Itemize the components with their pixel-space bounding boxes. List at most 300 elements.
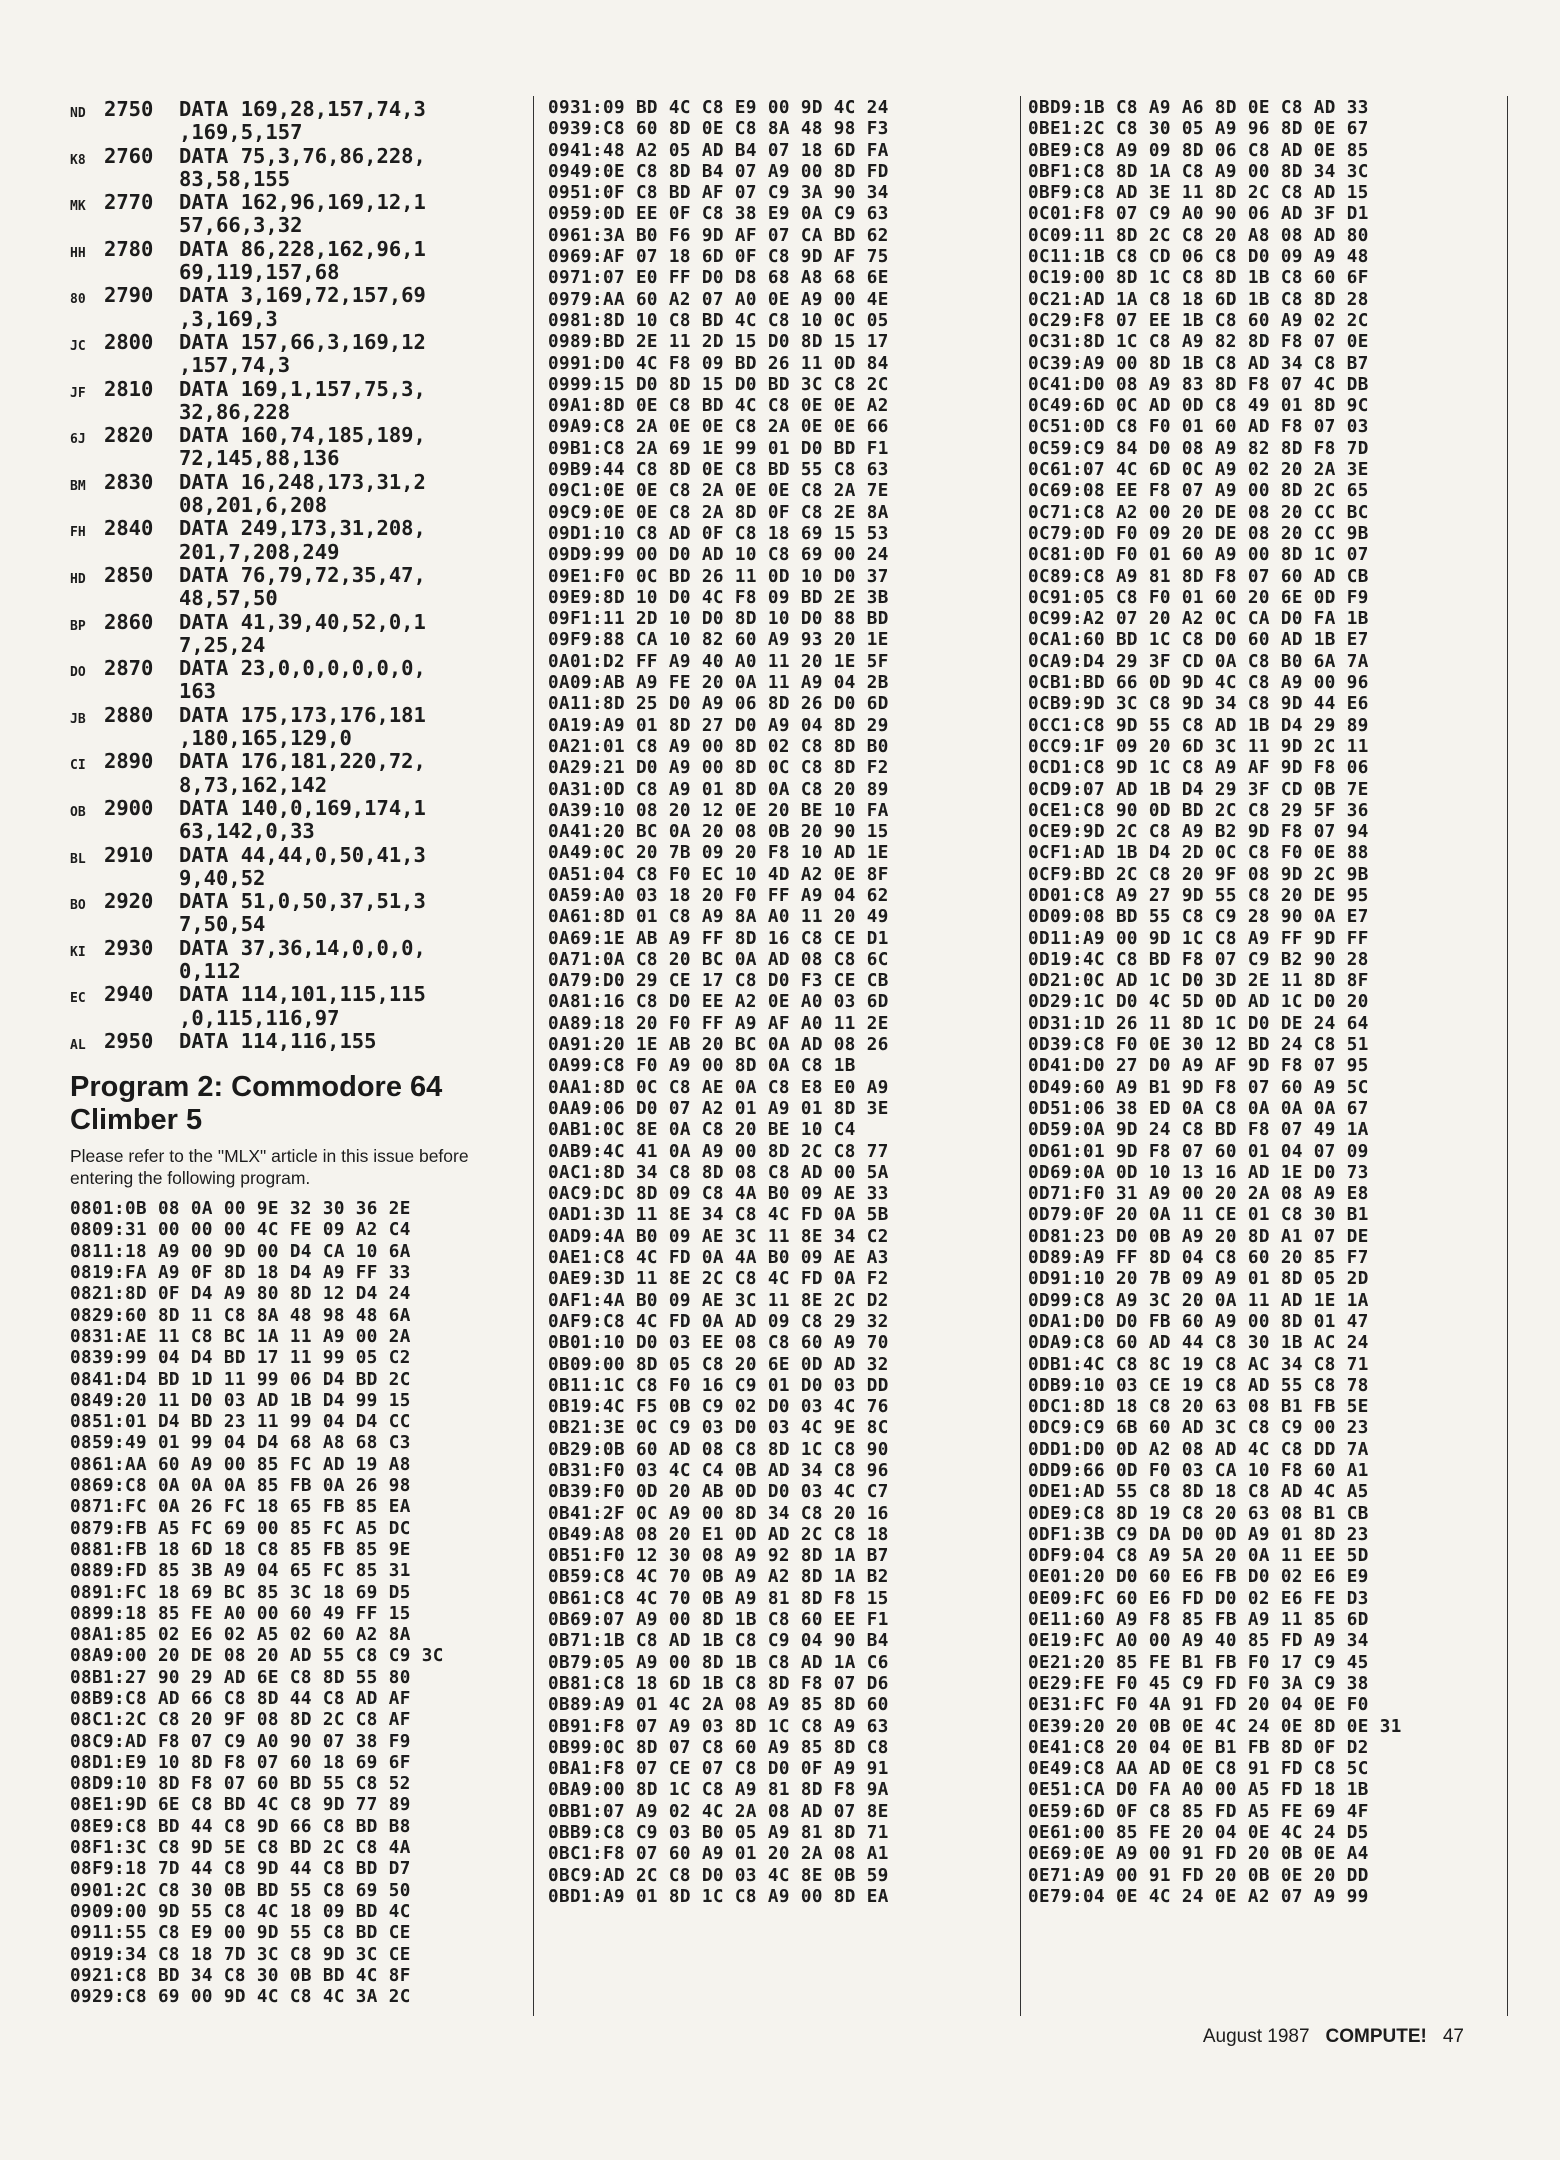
- mlx-line: 0C91:05 C8 F0 01 60 20 6E 0D F9: [1028, 587, 1369, 608]
- mlx-line: 0B31:F0 03 4C C4 0B AD 34 C8 96: [548, 1461, 889, 1481]
- mlx-line: 0C29:F8 07 EE 1B C8 60 A9 02 2C: [1028, 310, 1369, 331]
- line-number: 2790: [104, 283, 154, 308]
- line-number: 2800: [104, 329, 154, 354]
- mlx-line: 09F9:88 CA 10 82 60 A9 93 20 1E: [548, 630, 889, 651]
- mlx-line: 0B29:0B 60 AD 08 C8 8D 1C C8 90: [548, 1439, 889, 1460]
- mlx-line: 0B91:F8 07 A9 03 8D 1C C8 A9 63: [548, 1716, 889, 1737]
- statement: DATA 86,228,162,96,1 69,119,157,68: [179, 236, 426, 285]
- checksum: K8: [70, 152, 86, 168]
- statement: DATA 157,66,3,169,12 ,157,74,3: [179, 329, 426, 378]
- mlx-line: 0AC1:8D 34 C8 8D 08 C8 AD 00 5A: [548, 1162, 889, 1183]
- mlx-line: 0E01:20 D0 60 E6 FB D0 02 E6 E9: [1028, 1567, 1369, 1588]
- mlx-line: 0801:0B 08 0A 00 9E 32 30 36 2E: [70, 1199, 411, 1220]
- column-1: [70, 98, 525, 2008]
- statement: DATA 140,0,169,174,1 63,142,0,33: [179, 795, 426, 844]
- mlx-line: 0B99:0C 8D 07 C8 60 A9 85 8D C8: [548, 1737, 889, 1758]
- basic-listing: [70, 98, 525, 1057]
- mlx-line: 0B21:3E 0C C9 03 D0 03 4C 9E 8C: [548, 1418, 889, 1439]
- statement: DATA 169,1,157,75,3, 32,86,228: [179, 376, 426, 424]
- mlx-line: 0B39:F0 0D 20 AB 0D D0 03 4C C7: [548, 1482, 889, 1503]
- mlx-line: 0A99:C8 F0 A9 00 8D 0A C8 1B: [548, 1056, 856, 1077]
- basic-line: [70, 517, 525, 564]
- mlx-line: 0A89:18 20 F0 FF A9 AF A0 11 2E: [548, 1013, 889, 1034]
- mlx-line: 09E9:8D 10 D0 4C F8 09 BD 2E 3B: [548, 587, 889, 608]
- statement: DATA 16,248,173,31,2 08,201,6,208: [179, 469, 426, 518]
- line-number: 2810: [104, 376, 154, 401]
- basic-line: [70, 424, 525, 471]
- mlx-line: 0CA9:D4 29 3F CD 0A C8 B0 6A 7A: [1028, 651, 1369, 672]
- mlx-line: 0A51:04 C8 F0 EC 10 4D A2 0E 8F: [548, 864, 889, 885]
- mlx-line: 0B19:4C F5 0B C9 02 D0 03 4C 76: [548, 1397, 889, 1418]
- mlx-line: 0899:18 85 FE A0 00 60 49 FF 15: [70, 1603, 411, 1624]
- line-number: 2940: [104, 982, 154, 1007]
- mlx-line: 0819:FA A9 0F 8D 18 D4 A9 FF 33: [70, 1263, 411, 1284]
- mlx-line: 0A29:21 D0 A9 00 8D 0C C8 8D F2: [548, 758, 889, 779]
- mlx-line: 08C9:AD F8 07 C9 A0 90 07 38 F9: [70, 1731, 411, 1752]
- mlx-line: 0A19:A9 01 8D 27 D0 A9 04 8D 29: [548, 715, 889, 736]
- mlx-line: 0B81:C8 18 6D 1B C8 8D F8 07 D6: [548, 1673, 889, 1694]
- mlx-line: 09B9:44 C8 8D 0E C8 BD 55 C8 63: [548, 460, 889, 481]
- mlx-line: 0829:60 8D 11 C8 8A 48 98 48 6A: [70, 1305, 411, 1326]
- mlx-line: 0E39:20 20 0B 0E 4C 24 0E 8D 0E 31: [1028, 1716, 1402, 1737]
- mlx-line: 0BD1:A9 01 8D 1C C8 A9 00 8D EA: [548, 1886, 889, 1907]
- mlx-line: 0C41:D0 08 A9 83 8D F8 07 4C DB: [1028, 374, 1369, 395]
- mlx-line: 0B69:07 A9 00 8D 1B C8 60 EE F1: [548, 1610, 889, 1631]
- statement: DATA 160,74,185,189, 72,145,88,136: [179, 423, 426, 471]
- basic-line: [70, 797, 525, 844]
- mlx-line: 0CE9:9D 2C C8 A9 B2 9D F8 07 94: [1028, 822, 1369, 843]
- line-number: 2950: [104, 1028, 154, 1053]
- checksum: 6J: [70, 432, 86, 448]
- mlx-line: 0BA1:F8 07 CE 07 C8 D0 0F A9 91: [548, 1759, 889, 1780]
- line-number: 2930: [104, 935, 154, 960]
- line-number: 2860: [104, 609, 154, 634]
- mlx-line: 0C19:00 8D 1C C8 8D 1B C8 60 6F: [1028, 268, 1369, 289]
- mlx-line: 0911:55 C8 E9 00 9D 55 C8 BD CE: [70, 1923, 411, 1944]
- checksum: JF: [70, 385, 86, 401]
- mlx-line: 0A79:D0 29 CE 17 C8 D0 F3 CE CB: [548, 971, 889, 992]
- mlx-line: 0821:8D 0F D4 A9 80 8D 12 D4 24: [70, 1284, 411, 1305]
- basic-line: [70, 471, 525, 518]
- mlx-line: 0BA9:00 8D 1C C8 A9 81 8D F8 9A: [548, 1780, 889, 1801]
- line-number: 2880: [104, 702, 154, 727]
- basic-line: [70, 657, 525, 704]
- mlx-line: 08B9:C8 AD 66 C8 8D 44 C8 AD AF: [70, 1689, 411, 1709]
- mlx-line: 0C21:AD 1A C8 18 6D 1B C8 8D 28: [1028, 289, 1369, 310]
- mlx-line: 0E21:20 85 FE B1 FB F0 17 C9 45: [1028, 1652, 1369, 1673]
- mlx-line: 0AD9:4A B0 09 AE 3C 11 8E 34 C2: [548, 1226, 889, 1247]
- mlx-line: 0871:FC 0A 26 FC 18 65 FB 85 EA: [70, 1497, 411, 1518]
- mlx-line: 0D09:08 BD 55 C8 C9 28 90 0A E7: [1028, 907, 1369, 928]
- mlx-line: 0DE9:C8 8D 19 C8 20 63 08 B1 CB: [1028, 1503, 1369, 1524]
- line-number: 2780: [104, 236, 154, 261]
- issue-date: August 1987: [1202, 2026, 1310, 2047]
- column-2: [548, 98, 1014, 1908]
- mlx-line: 0A49:0C 20 7B 09 20 F8 10 AD 1E: [548, 843, 889, 864]
- mlx-line: 0CD9:07 AD 1B D4 29 3F CD 0B 7E: [1028, 779, 1369, 800]
- mlx-line: 0A11:8D 25 D0 A9 06 8D 26 D0 6D: [548, 694, 889, 715]
- mlx-line: 0D39:C8 F0 0E 30 12 BD 24 C8 51: [1028, 1035, 1369, 1056]
- basic-line: [70, 937, 525, 984]
- mlx-line: 09A1:8D 0E C8 BD 4C C8 0E 0E A2: [548, 396, 889, 417]
- mlx-line: 0D79:0F 20 0A 11 CE 01 C8 30 B1: [1028, 1205, 1369, 1226]
- mlx-line: 0999:15 D0 8D 15 D0 BD 3C C8 2C: [548, 374, 889, 395]
- mlx-line: 0BC1:F8 07 60 A9 01 20 2A 08 A1: [548, 1844, 889, 1865]
- mlx-line: 0AF1:4A B0 09 AE 3C 11 8E 2C D2: [548, 1290, 889, 1311]
- statement: DATA 76,79,72,35,47, 48,57,50: [179, 562, 426, 611]
- mlx-line: 0B61:C8 4C 70 0B A9 81 8D F8 15: [548, 1588, 889, 1609]
- mlx-line: 0BE1:2C C8 30 05 A9 96 8D 0E 67: [1028, 119, 1369, 140]
- mlx-line: 0979:AA 60 A2 07 A0 0E A9 00 4E: [548, 289, 889, 310]
- mlx-line: 0A59:A0 03 18 20 F0 FF A9 04 62: [548, 885, 889, 906]
- mlx-line: 08B1:27 90 29 AD 6E C8 8D 55 80: [70, 1667, 411, 1688]
- mlx-line: 08D9:10 8D F8 07 60 BD 55 C8 52: [70, 1774, 411, 1795]
- mlx-line: 0D21:0C AD 1C D0 3D 2E 11 8D 8F: [1028, 971, 1369, 992]
- column-rule-1: [533, 96, 534, 2016]
- statement: DATA 162,96,169,12,1 57,66,3,32: [179, 190, 426, 238]
- mlx-line: 0E31:FC F0 4A 91 FD 20 04 0E F0: [1028, 1695, 1369, 1716]
- mlx-line: 0C99:A2 07 20 A2 0C CA D0 FA 1B: [1028, 609, 1369, 630]
- mlx-line: 0D29:1C D0 4C 5D 0D AD 1C D0 20: [1028, 992, 1369, 1013]
- mlx-line: 0D41:D0 27 D0 A9 AF 9D F8 07 95: [1028, 1056, 1369, 1077]
- statement: DATA 44,44,0,50,41,3 9,40,52: [179, 842, 426, 890]
- mlx-line: 0B49:A8 08 20 E1 0D AD 2C C8 18: [548, 1524, 889, 1545]
- mlx-line: 0D81:23 D0 0B A9 20 8D A1 07 DE: [1028, 1226, 1369, 1247]
- page-footer: [1203, 2026, 1464, 2048]
- basic-line: [70, 238, 525, 285]
- mlx-line: 08D1:E9 10 8D F8 07 60 18 69 6F: [70, 1752, 411, 1773]
- mlx-line: 0DD9:66 0D F0 03 CA 10 F8 60 A1: [1028, 1461, 1369, 1481]
- column-rule-2: [1020, 96, 1021, 2016]
- mlx-line: 0AE9:3D 11 8E 2C C8 4C FD 0A F2: [548, 1269, 889, 1290]
- checksum: HD: [70, 571, 86, 587]
- mlx-line: 09D1:10 C8 AD 0F C8 18 69 15 53: [548, 523, 889, 544]
- mlx-line: 0D49:60 A9 B1 9D F8 07 60 A9 5C: [1028, 1077, 1369, 1098]
- mlx-line: 0CF1:AD 1B D4 2D 0C C8 F0 0E 88: [1028, 843, 1369, 864]
- mlx-line: 0E09:FC 60 E6 FD D0 02 E6 FE D3: [1028, 1588, 1369, 1609]
- mlx-line: 0831:AE 11 C8 BC 1A 11 A9 00 2A: [70, 1326, 411, 1347]
- basic-line: [70, 983, 525, 1030]
- statement: DATA 3,169,72,157,69 ,3,169,3: [179, 283, 426, 331]
- statement: DATA 23,0,0,0,0,0,0, 163: [179, 656, 426, 704]
- line-number: 2750: [104, 97, 154, 121]
- mlx-line: 0841:D4 BD 1D 11 99 06 D4 BD 2C: [70, 1369, 411, 1390]
- mlx-line: 0DC9:C9 6B 60 AD 3C C8 C9 00 23: [1028, 1418, 1369, 1439]
- page-number: 47: [1442, 2026, 1464, 2047]
- mlx-line: 0A09:AB A9 FE 20 0A 11 A9 04 2B: [548, 673, 889, 694]
- line-number: 2900: [104, 795, 154, 820]
- mlx-line: 0CC9:1F 09 20 6D 3C 11 9D 2C 11: [1028, 736, 1369, 757]
- mlx-line: 0961:3A B0 F6 9D AF 07 CA BD 62: [548, 225, 889, 246]
- mlx-line: 0CC1:C8 9D 55 C8 AD 1B D4 29 89: [1028, 715, 1369, 736]
- mlx-line: 0A81:16 C8 D0 EE A2 0E A0 03 6D: [548, 992, 889, 1013]
- checksum: AL: [70, 1037, 86, 1053]
- mlx-line: 0839:99 04 D4 BD 17 11 99 05 C2: [70, 1348, 411, 1369]
- mlx-line: 0C09:11 8D 2C C8 20 A8 08 AD 80: [1028, 225, 1369, 246]
- mlx-listing-col1: [70, 1199, 525, 2008]
- mlx-line: 09B1:C8 2A 69 1E 99 01 D0 BD F1: [548, 438, 889, 459]
- line-number: 2840: [104, 516, 154, 541]
- magazine-name: COMPUTE!: [1325, 2026, 1427, 2047]
- column-3: [1028, 98, 1496, 1908]
- mlx-line: 0A91:20 1E AB 20 BC 0A AD 08 26: [548, 1035, 889, 1056]
- mlx-line: 09E1:F0 0C BD 26 11 0D 10 D0 37: [548, 566, 889, 587]
- mlx-line: 0959:0D EE 0F C8 38 E9 0A C9 63: [548, 204, 889, 225]
- mlx-line: 0C79:0D F0 09 20 DE 08 20 CC 9B: [1028, 523, 1369, 544]
- mlx-line: 08A9:00 20 DE 08 20 AD 55 C8 C9 3C: [70, 1646, 444, 1667]
- mlx-line: 0E69:0E A9 00 91 FD 20 0B 0E A4: [1028, 1844, 1369, 1865]
- basic-line: [70, 750, 525, 797]
- checksum: BP: [70, 618, 86, 634]
- checksum: JB: [70, 711, 86, 727]
- mlx-line: 0DB9:10 03 CE 19 C8 AD 55 C8 78: [1028, 1375, 1369, 1396]
- mlx-line: 0C61:07 4C 6D 0C A9 02 20 2A 3E: [1028, 460, 1369, 481]
- mlx-line: 0D11:A9 00 9D 1C C8 A9 FF 9D FF: [1028, 928, 1369, 949]
- mlx-line: 0D71:F0 31 A9 00 20 2A 08 A9 E8: [1028, 1184, 1369, 1205]
- basic-line: [70, 98, 525, 145]
- mlx-line: 0901:2C C8 30 0B BD 55 C8 69 50: [70, 1880, 411, 1901]
- mlx-line: 0C31:8D 1C C8 A9 82 8D F8 07 0E: [1028, 332, 1369, 353]
- mlx-line: 0E29:FE F0 45 C9 FD F0 3A C9 38: [1028, 1673, 1369, 1694]
- mlx-line: 0891:FC 18 69 BC 85 3C 18 69 D5: [70, 1582, 411, 1603]
- mlx-line: 09C1:0E 0E C8 2A 0E 0E C8 2A 7E: [548, 481, 889, 502]
- mlx-line: 0AA1:8D 0C C8 AE 0A C8 E8 E0 A9: [548, 1077, 889, 1098]
- mlx-line: 0861:AA 60 A9 00 85 FC AD 19 A8: [70, 1454, 411, 1475]
- mlx-line: 0DA1:D0 D0 FB 60 A9 00 8D 01 47: [1028, 1311, 1369, 1332]
- mlx-line: 0921:C8 BD 34 C8 30 0B BD 4C 8F: [70, 1965, 411, 1986]
- mlx-line: 0E51:CA D0 FA A0 00 A5 FD 18 1B: [1028, 1780, 1369, 1801]
- mlx-line: 0AD1:3D 11 8E 34 C8 4C FD 0A 5B: [548, 1205, 889, 1226]
- mlx-line: 0939:C8 60 8D 0E C8 8A 48 98 F3: [548, 119, 889, 140]
- mlx-line: 0DA9:C8 60 AD 44 C8 30 1B AC 24: [1028, 1333, 1369, 1354]
- mlx-line: 0851:01 D4 BD 23 11 99 04 D4 CC: [70, 1412, 411, 1433]
- mlx-line: 0C11:1B C8 CD 06 C8 D0 09 A9 48: [1028, 247, 1369, 268]
- mlx-line: 0D31:1D 26 11 8D 1C D0 DE 24 64: [1028, 1013, 1369, 1034]
- statement: DATA 37,36,14,0,0,0, 0,112: [179, 935, 426, 983]
- mlx-line: 0881:FB 18 6D 18 C8 85 FB 85 9E: [70, 1539, 411, 1560]
- mlx-line: 08F1:3C C8 9D 5E C8 BD 2C C8 4A: [70, 1838, 411, 1859]
- checksum: CI: [70, 758, 86, 774]
- mlx-line: 0B01:10 D0 03 EE 08 C8 60 A9 70: [548, 1333, 889, 1354]
- mlx-line: 0D89:A9 FF 8D 04 C8 60 20 85 F7: [1028, 1248, 1369, 1269]
- mlx-line: 0E11:60 A9 F8 85 FB A9 11 85 6D: [1028, 1610, 1369, 1631]
- mlx-line: 0C89:C8 A9 81 8D F8 07 60 AD CB: [1028, 566, 1369, 587]
- mlx-line: 0CB9:9D 3C C8 9D 34 C8 9D 44 E6: [1028, 694, 1369, 715]
- mlx-line: 0879:FB A5 FC 69 00 85 FC A5 DC: [70, 1518, 411, 1539]
- mlx-line: 0D51:06 38 ED 0A C8 0A 0A 0A 67: [1028, 1098, 1369, 1119]
- basic-line: [70, 331, 525, 378]
- mlx-line: 0DC1:8D 18 C8 20 63 08 B1 FB 5E: [1028, 1397, 1369, 1418]
- line-number: 2870: [104, 656, 154, 681]
- mlx-line: 0BF9:C8 AD 3E 11 8D 2C C8 AD 15: [1028, 183, 1369, 204]
- mlx-line: 0B51:F0 12 30 08 A9 92 8D 1A B7: [548, 1546, 889, 1567]
- mlx-line: 08E9:C8 BD 44 C8 9D 66 C8 BD B8: [70, 1816, 411, 1837]
- mlx-line: 0DF9:04 C8 A9 5A 20 0A 11 EE 5D: [1028, 1546, 1369, 1567]
- mlx-line: 0909:00 9D 55 C8 4C 18 09 BD 4C: [70, 1901, 411, 1922]
- mlx-line: 0C71:C8 A2 00 20 DE 08 20 CC BC: [1028, 502, 1369, 523]
- checksum: MK: [70, 199, 86, 215]
- mlx-line: 0C69:08 EE F8 07 A9 00 8D 2C 65: [1028, 481, 1369, 502]
- mlx-line: 0D61:01 9D F8 07 60 01 04 07 09: [1028, 1141, 1369, 1162]
- mlx-line: 0C51:0D C8 F0 01 60 AD F8 07 03: [1028, 417, 1369, 438]
- line-number: 2830: [104, 469, 154, 494]
- mlx-line: 0AC9:DC 8D 09 C8 4A B0 09 AE 33: [548, 1184, 889, 1205]
- mlx-line: 08C1:2C C8 20 9F 08 8D 2C C8 AF: [70, 1710, 411, 1731]
- mlx-line: 0AE1:C8 4C FD 0A 4A B0 09 AE A3: [548, 1248, 889, 1269]
- program-note: Please refer to the "MLX" article in this issue before entering the following program.: [70, 1146, 469, 1189]
- statement: DATA 249,173,31,208, 201,7,208,249: [179, 516, 426, 564]
- mlx-line: 0811:18 A9 00 9D 00 D4 CA 10 6A: [70, 1241, 411, 1262]
- checksum: KI: [70, 944, 86, 960]
- basic-line: [70, 890, 525, 937]
- mlx-line: 0869:C8 0A 0A 0A 85 FB 0A 26 98: [70, 1476, 411, 1497]
- mlx-line: 0949:0E C8 8D B4 07 A9 00 8D FD: [548, 161, 889, 182]
- statement: DATA 114,101,115,115 ,0,115,116,97: [179, 982, 426, 1030]
- mlx-line: 0D19:4C C8 BD F8 07 C9 B2 90 28: [1028, 949, 1369, 970]
- mlx-line: 0A01:D2 FF A9 40 A0 11 20 1E 5F: [548, 651, 889, 672]
- mlx-line: 0A21:01 C8 A9 00 8D 02 C8 8D B0: [548, 736, 889, 757]
- statement: DATA 51,0,50,37,51,3 7,50,54: [179, 889, 426, 937]
- checksum: JC: [70, 338, 86, 354]
- mlx-line: 0D91:10 20 7B 09 A9 01 8D 05 2D: [1028, 1269, 1369, 1290]
- mlx-line: 0DE1:AD 55 C8 8D 18 C8 AD 4C A5: [1028, 1482, 1369, 1503]
- mlx-line: 0B59:C8 4C 70 0B A9 A2 8D 1A B2: [548, 1567, 889, 1588]
- line-number: 2850: [104, 562, 154, 587]
- statement: DATA 175,173,176,181 ,180,165,129,0: [179, 702, 426, 751]
- mlx-line: 0BD9:1B C8 A9 A6 8D 0E C8 AD 33: [1028, 98, 1369, 118]
- mlx-line: 0931:09 BD 4C C8 E9 00 9D 4C 24: [548, 98, 889, 118]
- mlx-line: 0E59:6D 0F C8 85 FD A5 FE 69 4F: [1028, 1801, 1369, 1822]
- mlx-line: 0D99:C8 A9 3C 20 0A 11 AD 1E 1A: [1028, 1290, 1369, 1311]
- mlx-line: 0CA1:60 BD 1C C8 D0 60 AD 1B E7: [1028, 630, 1369, 651]
- mlx-line: 0E79:04 0E 4C 24 0E A2 07 A9 99: [1028, 1886, 1369, 1907]
- checksum: DO: [70, 665, 86, 681]
- mlx-line: 08F9:18 7D 44 C8 9D 44 C8 BD D7: [70, 1859, 411, 1880]
- mlx-line: 0CE1:C8 90 0D BD 2C C8 29 5F 36: [1028, 800, 1369, 821]
- line-number: 2820: [104, 423, 154, 448]
- mlx-line: 0859:49 01 99 04 D4 68 A8 68 C3: [70, 1433, 411, 1454]
- checksum: EC: [70, 991, 86, 1007]
- mlx-line: 0A71:0A C8 20 BC 0A AD 08 C8 6C: [548, 949, 889, 970]
- mlx-line: 0E71:A9 00 91 FD 20 0B 0E 20 DD: [1028, 1865, 1369, 1886]
- basic-line: [70, 564, 525, 611]
- mlx-line: 0BB9:C8 C9 03 B0 05 A9 81 8D 71: [548, 1823, 889, 1844]
- mlx-line: 0DF1:3B C9 DA D0 0D A9 01 8D 23: [1028, 1524, 1369, 1545]
- basic-line: [70, 611, 525, 658]
- mlx-line: 0E49:C8 AA AD 0E C8 91 FD C8 5C: [1028, 1759, 1369, 1780]
- mlx-line: 0919:34 C8 18 7D 3C C8 9D 3C CE: [70, 1944, 411, 1965]
- mlx-listing-col3: [1028, 98, 1496, 1908]
- mlx-line: 0BE9:C8 A9 09 8D 06 C8 AD 0E 85: [1028, 140, 1369, 161]
- checksum: FH: [70, 525, 86, 541]
- mlx-line: 0929:C8 69 00 9D 4C C8 4C 3A 2C: [70, 1987, 411, 2008]
- mlx-line: 0B89:A9 01 4C 2A 08 A9 85 8D 60: [548, 1695, 889, 1716]
- statement: DATA 176,181,220,72, 8,73,162,142: [179, 749, 426, 797]
- basic-line: [70, 191, 525, 238]
- line-number: 2770: [104, 190, 154, 215]
- mlx-line: 0E41:C8 20 04 0E B1 FB 8D 0F D2: [1028, 1737, 1369, 1758]
- mlx-line: 0DD1:D0 0D A2 08 AD 4C C8 DD 7A: [1028, 1439, 1369, 1460]
- mlx-line: 0AF9:C8 4C FD 0A AD 09 C8 29 32: [548, 1311, 889, 1332]
- mlx-line: 0981:8D 10 C8 BD 4C C8 10 0C 05: [548, 310, 889, 331]
- mlx-line: 0AA9:06 D0 07 A2 01 A9 01 8D 3E: [548, 1098, 889, 1119]
- line-number: 2760: [104, 143, 154, 168]
- checksum: BM: [70, 478, 86, 494]
- mlx-line: 0D69:0A 0D 10 13 16 AD 1E D0 73: [1028, 1162, 1369, 1183]
- mlx-line: 0C01:F8 07 C9 A0 90 06 AD 3F D1: [1028, 204, 1369, 225]
- mlx-line: 0C39:A9 00 8D 1B C8 AD 34 C8 B7: [1028, 353, 1369, 374]
- mlx-line: 0E61:00 85 FE 20 04 0E 4C 24 D5: [1028, 1823, 1369, 1844]
- mlx-line: 09C9:0E 0E C8 2A 8D 0F C8 2E 8A: [548, 502, 889, 523]
- mlx-listing-col2: [548, 98, 1014, 1908]
- mlx-line: 0B11:1C C8 F0 16 C9 01 D0 03 DD: [548, 1375, 889, 1396]
- mlx-line: 0A61:8D 01 C8 A9 8A A0 11 20 49: [548, 907, 889, 928]
- mlx-line: 0CF9:BD 2C C8 20 9F 08 9D 2C 9B: [1028, 864, 1369, 885]
- mlx-line: 0C49:6D 0C AD 0D C8 49 01 8D 9C: [1028, 396, 1369, 417]
- checksum: BO: [70, 898, 86, 914]
- mlx-line: 0969:AF 07 18 6D 0F C8 9D AF 75: [548, 247, 889, 268]
- mlx-line: 08E1:9D 6E C8 BD 4C C8 9D 77 89: [70, 1795, 411, 1816]
- program-heading: Program 2: Commodore 64 Climber 5: [70, 1071, 443, 1137]
- mlx-line: 0DB1:4C C8 8C 19 C8 AC 34 C8 71: [1028, 1354, 1369, 1375]
- checksum: OB: [70, 804, 86, 820]
- mlx-line: 0989:BD 2E 11 2D 15 D0 8D 15 17: [548, 332, 889, 353]
- line-number: 2890: [104, 749, 154, 774]
- mlx-line: 09A9:C8 2A 0E 0E C8 2A 0E 0E 66: [548, 417, 889, 438]
- checksum: ND: [70, 106, 86, 121]
- mlx-line: 0A41:20 BC 0A 20 08 0B 20 90 15: [548, 822, 889, 843]
- mlx-line: 09F1:11 2D 10 D0 8D 10 D0 88 BD: [548, 609, 889, 630]
- mlx-line: 0E19:FC A0 00 A9 40 85 FD A9 34: [1028, 1631, 1369, 1652]
- mlx-line: 0A69:1E AB A9 FF 8D 16 C8 CE D1: [548, 928, 889, 949]
- statement: DATA 75,3,76,86,228, 83,58,155: [179, 143, 426, 191]
- mlx-line: 0CB1:BD 66 0D 9D 4C C8 A9 00 96: [1028, 673, 1369, 694]
- mlx-line: 0971:07 E0 FF D0 D8 68 A8 68 6E: [548, 268, 889, 289]
- basic-line: [70, 284, 525, 331]
- mlx-line: 0941:48 A2 05 AD B4 07 18 6D FA: [548, 140, 889, 161]
- mlx-line: 0991:D0 4C F8 09 BD 26 11 0D 84: [548, 353, 889, 374]
- mlx-line: 0951:0F C8 BD AF 07 C9 3A 90 34: [548, 183, 889, 204]
- statement: DATA 114,116,155: [179, 1028, 377, 1053]
- basic-line: [70, 844, 525, 891]
- basic-line: [70, 145, 525, 192]
- column-rule-3: [1507, 96, 1508, 2016]
- mlx-line: 0B09:00 8D 05 C8 20 6E 0D AD 32: [548, 1354, 889, 1375]
- mlx-line: 0A39:10 08 20 12 0E 20 BE 10 FA: [548, 800, 889, 821]
- mlx-line: 0AB9:4C 41 0A A9 00 8D 2C C8 77: [548, 1141, 889, 1162]
- checksum: 80: [70, 292, 86, 308]
- mlx-line: 0B79:05 A9 00 8D 1B C8 AD 1A C6: [548, 1652, 889, 1673]
- checksum: BL: [70, 851, 86, 867]
- mlx-line: 0BF1:C8 8D 1A C8 A9 00 8D 34 3C: [1028, 161, 1369, 182]
- mlx-line: 0889:FD 85 3B A9 04 65 FC 85 31: [70, 1561, 411, 1582]
- mlx-line: 0B41:2F 0C A9 00 8D 34 C8 20 16: [548, 1503, 889, 1524]
- line-number: 2910: [104, 842, 154, 867]
- mlx-line: 0809:31 00 00 00 4C FE 09 A2 C4: [70, 1220, 411, 1241]
- mlx-line: 0849:20 11 D0 03 AD 1B D4 99 15: [70, 1390, 411, 1411]
- basic-line: [70, 378, 525, 425]
- statement: DATA 41,39,40,52,0,1 7,25,24: [179, 609, 426, 657]
- mlx-line: 08A1:85 02 E6 02 A5 02 60 A2 8A: [70, 1625, 411, 1646]
- statement: DATA 169,28,157,74,3 ,169,5,157: [179, 97, 426, 145]
- basic-line: [70, 1030, 525, 1057]
- mlx-line: 0B71:1B C8 AD 1B C8 C9 04 90 B4: [548, 1631, 889, 1652]
- mlx-line: 0CD1:C8 9D 1C C8 A9 AF 9D F8 06: [1028, 758, 1369, 779]
- mlx-line: 0D01:C8 A9 27 9D 55 C8 20 DE 95: [1028, 885, 1369, 906]
- mlx-line: 0AB1:0C 8E 0A C8 20 BE 10 C4: [548, 1120, 856, 1141]
- mlx-line: 09D9:99 00 D0 AD 10 C8 69 00 24: [548, 545, 889, 566]
- mlx-line: 0D59:0A 9D 24 C8 BD F8 07 49 1A: [1028, 1120, 1369, 1141]
